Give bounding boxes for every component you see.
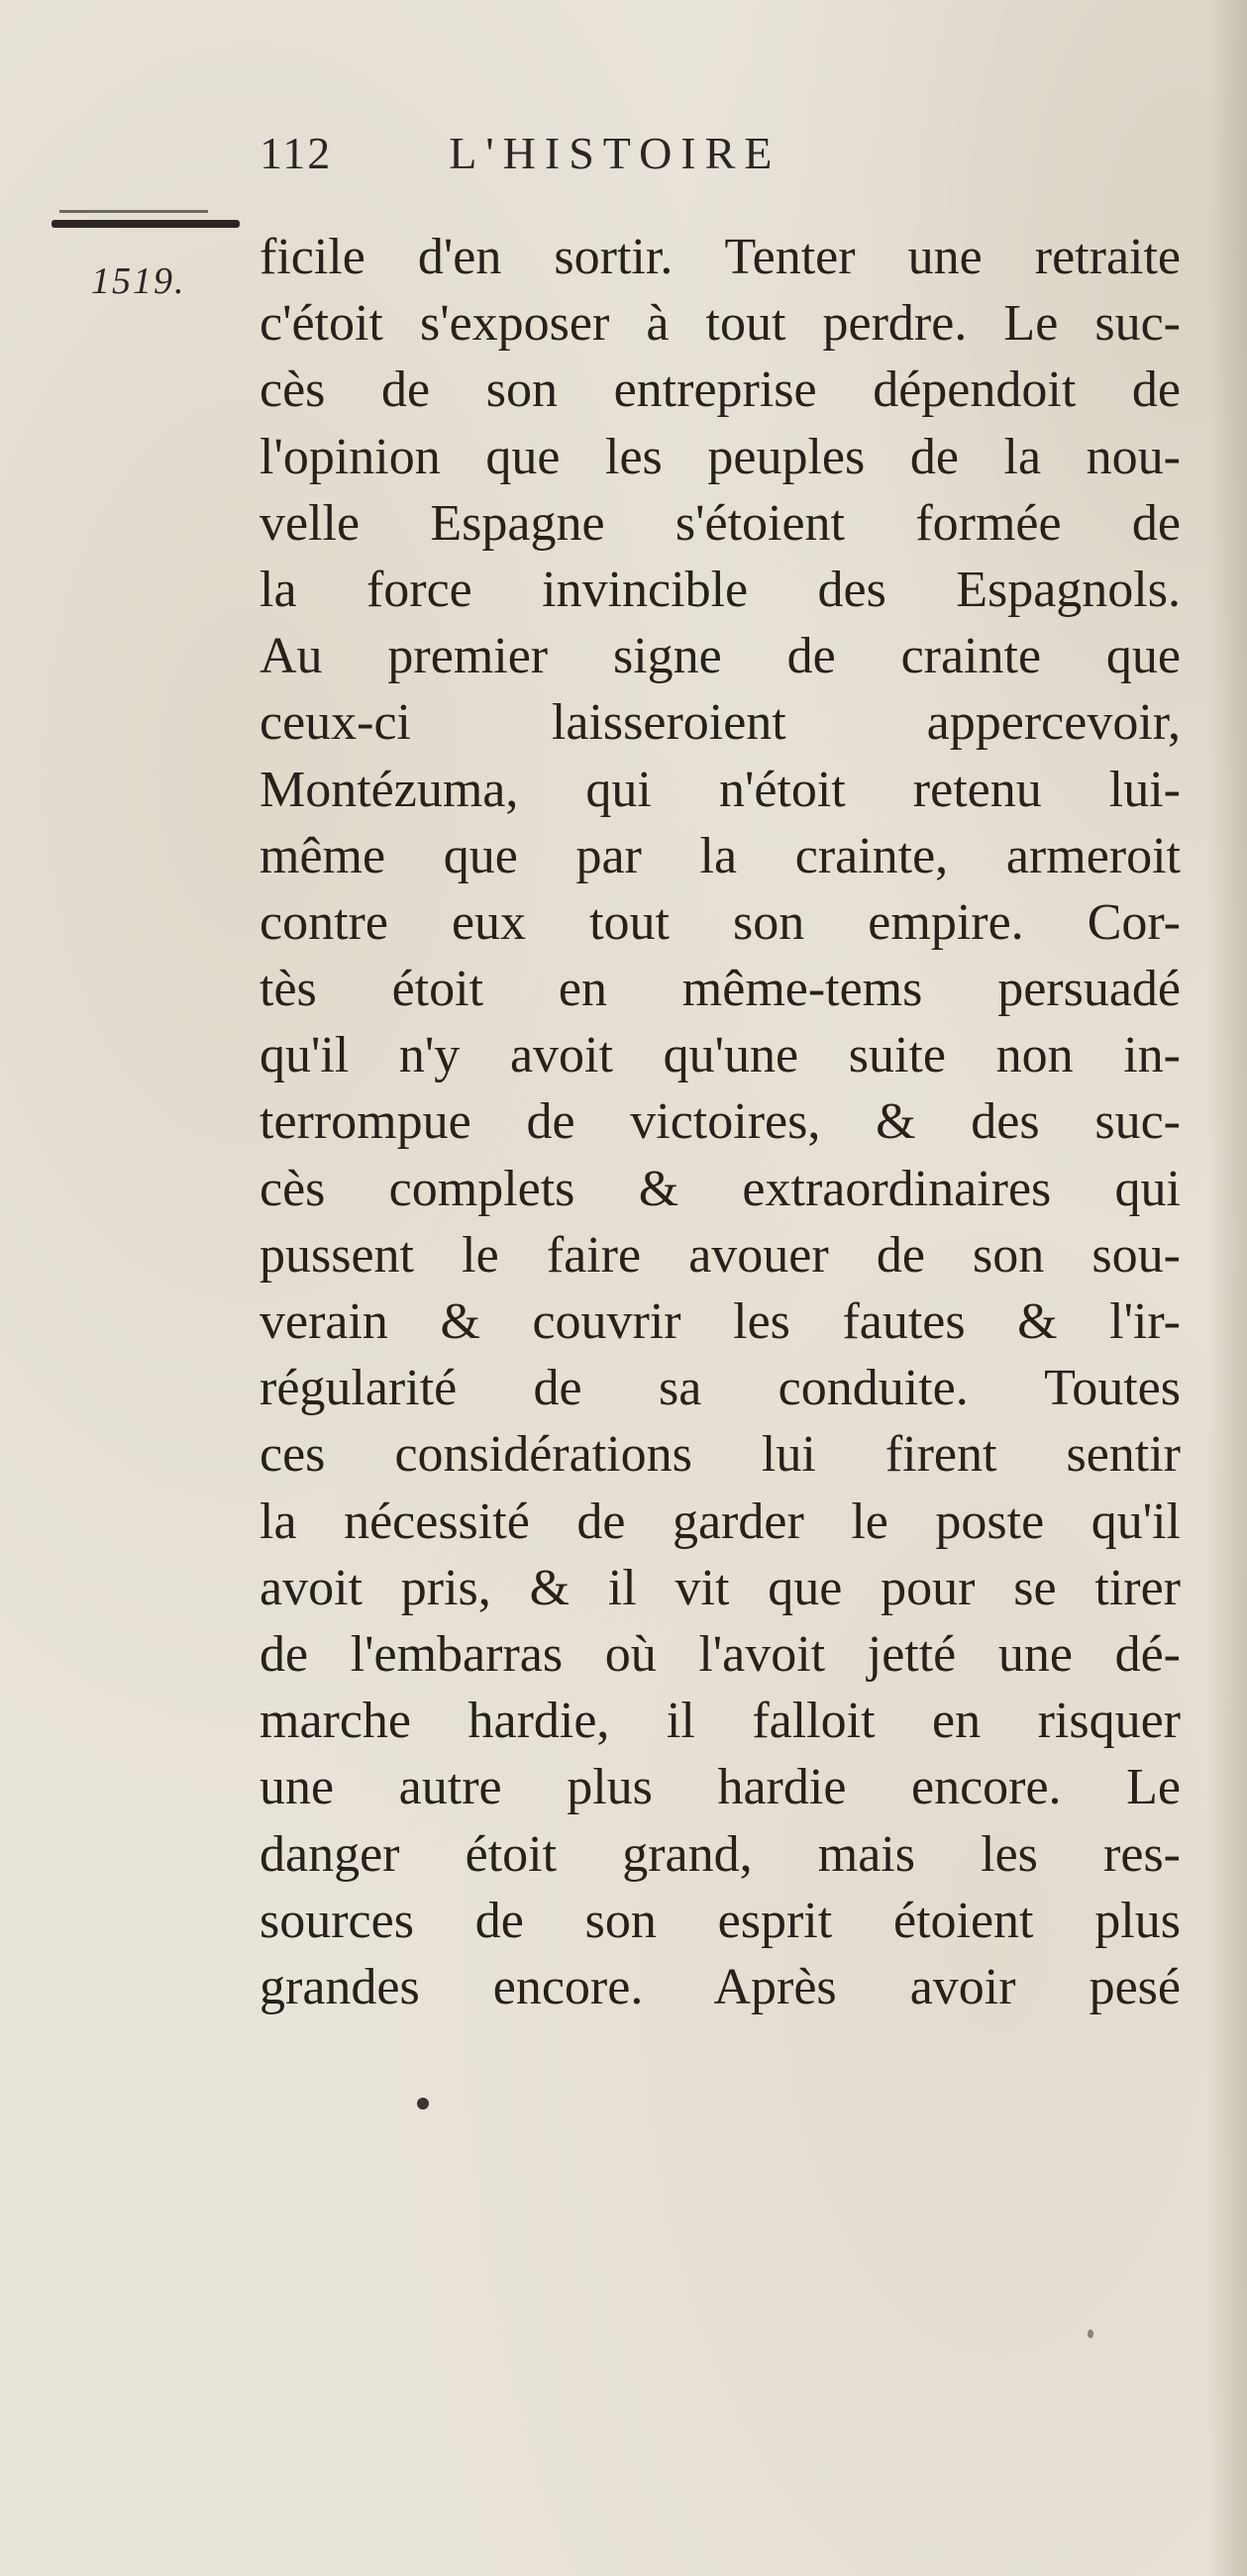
- page-edge-shadow: [1207, 0, 1247, 2576]
- paper-speck: [1088, 2329, 1093, 2338]
- text-line: cès de son entreprise dépendoit de: [260, 361, 1181, 419]
- text-line: Montézuma, qui n'étoit retenu lui-: [260, 761, 1181, 818]
- body-text: [260, 224, 1181, 2020]
- text-line: Au premier signe de crainte que: [260, 628, 1181, 685]
- header-rule-thin: [59, 210, 208, 213]
- text-line: ceux-ci laisseroient appercevoir,: [260, 694, 1181, 752]
- running-title: L'HISTOIRE: [449, 128, 781, 178]
- header-rule: [52, 220, 240, 228]
- margin-year-note: 1519.: [91, 260, 186, 302]
- text-line: marche hardie, il falloit en risquer: [260, 1693, 1181, 1750]
- text-line: qu'il n'y avoit qu'une suite non in-: [260, 1027, 1181, 1084]
- text-line: ces considérations lui firent sentir: [260, 1426, 1181, 1484]
- text-line: même que par la crainte, armeroit: [260, 827, 1181, 884]
- text-line: tès étoit en même-tems persuadé: [260, 961, 1181, 1018]
- text-line: velle Espagne s'étoient formée de: [260, 494, 1181, 552]
- text-line: la nécessité de garder le poste qu'il: [260, 1493, 1181, 1550]
- text-line: une autre plus hardie encore. Le: [260, 1759, 1181, 1816]
- page-number: 112: [260, 128, 333, 178]
- text-line: contre eux tout son empire. Cor-: [260, 893, 1181, 951]
- text-line: pussent le faire avouer de son sou-: [260, 1226, 1181, 1284]
- text-line: la force invincible des Espagnols.: [260, 561, 1181, 618]
- text-line: cès complets & extraordinaires qui: [260, 1160, 1181, 1217]
- text-line: grandes encore. Après avoir pesé: [260, 1958, 1181, 2015]
- text-line: verain & couvrir les fautes & l'ir-: [260, 1293, 1181, 1350]
- ink-speck: [417, 2098, 429, 2110]
- text-line: avoit pris, & il vit que pour se tirer: [260, 1559, 1181, 1616]
- text-line: ficile d'en sortir. Tenter une retraite: [260, 229, 1181, 285]
- text-line: danger étoit grand, mais les res-: [260, 1825, 1181, 1883]
- text-line: terrompue de victoires, & des suc-: [260, 1093, 1181, 1151]
- text-line: de l'embarras où l'avoit jetté une dé-: [260, 1625, 1181, 1683]
- text-line: sources de son esprit étoient plus: [260, 1892, 1181, 1949]
- running-head: [260, 127, 780, 179]
- text-line: régularité de sa conduite. Toutes: [260, 1360, 1181, 1417]
- text-line: c'étoit s'exposer à tout perdre. Le suc-: [260, 295, 1181, 353]
- text-line: l'opinion que les peuples de la nou-: [260, 428, 1181, 485]
